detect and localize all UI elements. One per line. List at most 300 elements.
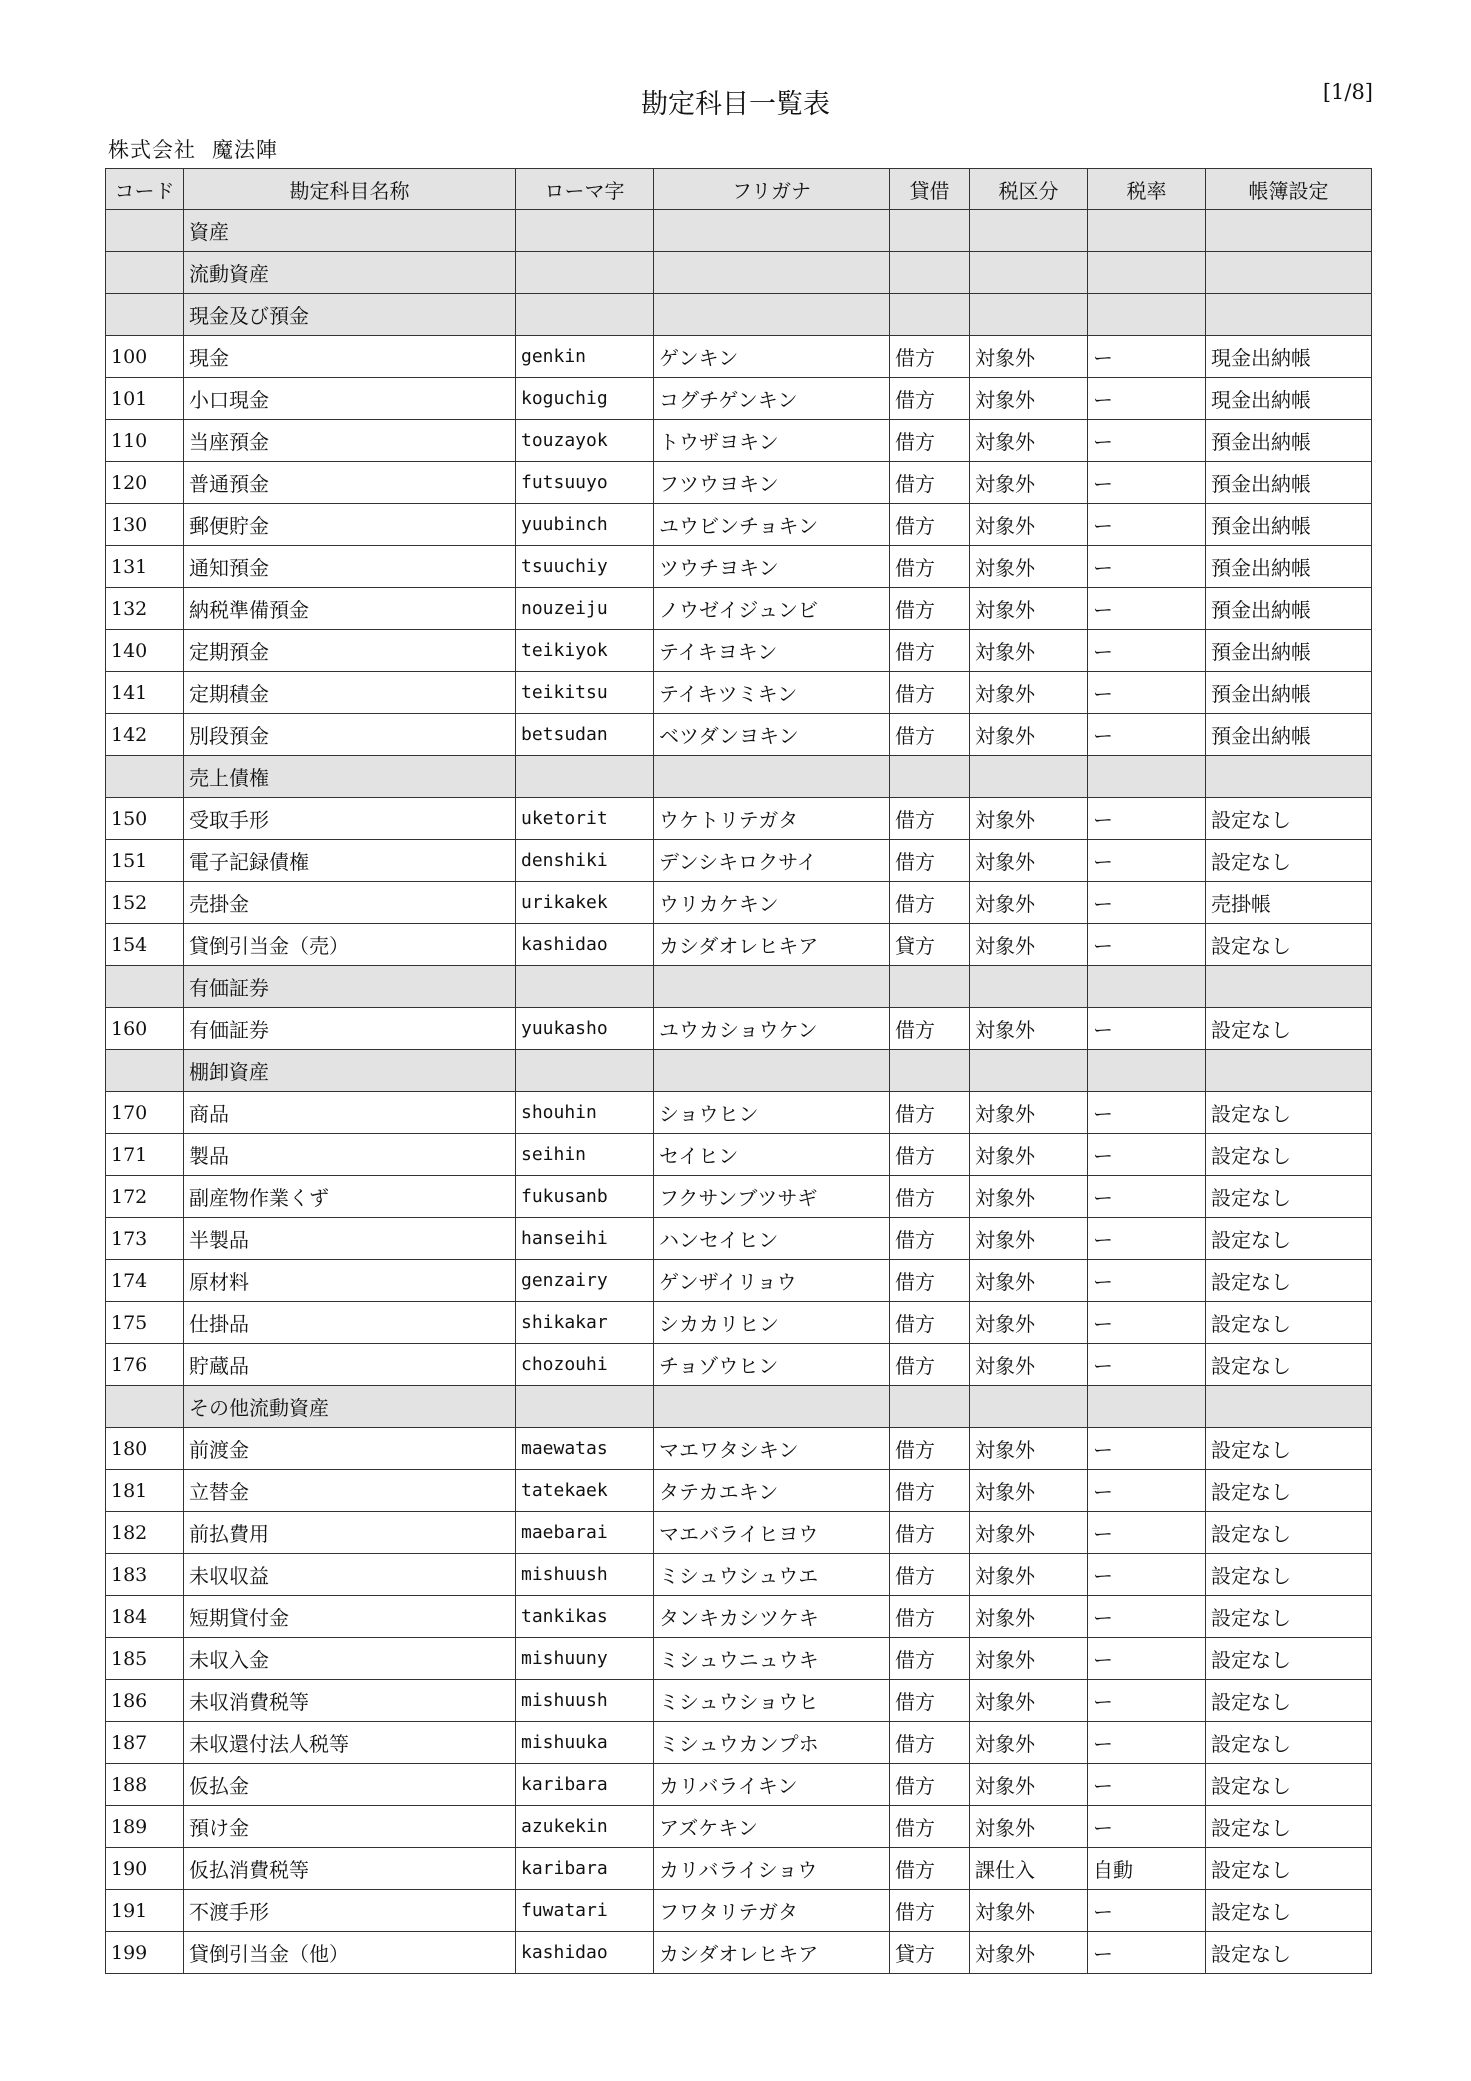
debit-credit-cell: 借方	[890, 1596, 970, 1638]
account-roma-cell: hanseihi	[516, 1218, 654, 1260]
account-roma-cell	[516, 966, 654, 1008]
account-name-cell: 有価証券	[184, 1008, 516, 1050]
tax-category-cell: 対象外	[970, 504, 1088, 546]
account-code-cell: 101	[106, 378, 184, 420]
ledger-setting-cell: 設定なし	[1206, 1932, 1372, 1974]
ledger-setting-cell: 設定なし	[1206, 1008, 1372, 1050]
account-roma-cell	[516, 210, 654, 252]
table-row	[106, 1848, 1372, 1890]
tax-category-cell: 対象外	[970, 336, 1088, 378]
account-kana-cell: ミシュウシュウエ	[654, 1554, 890, 1596]
account-name-cell: 預け金	[184, 1806, 516, 1848]
account-code-cell	[106, 1386, 184, 1428]
debit-credit-cell: 借方	[890, 504, 970, 546]
ledger-setting-cell: 設定なし	[1206, 1512, 1372, 1554]
debit-credit-cell: 借方	[890, 1890, 970, 1932]
ledger-setting-cell: 設定なし	[1206, 1680, 1372, 1722]
debit-credit-cell: 借方	[890, 462, 970, 504]
tax-category-cell: 対象外	[970, 1176, 1088, 1218]
debit-credit-cell: 借方	[890, 1008, 970, 1050]
account-roma-cell: genzairy	[516, 1260, 654, 1302]
account-name-cell: 短期貸付金	[184, 1596, 516, 1638]
tax-rate-cell: ー	[1088, 630, 1206, 672]
account-kana-cell: マエバライヒヨウ	[654, 1512, 890, 1554]
table-row	[106, 924, 1372, 966]
account-roma-cell: chozouhi	[516, 1344, 654, 1386]
debit-credit-cell: 借方	[890, 840, 970, 882]
ledger-setting-cell: 設定なし	[1206, 1302, 1372, 1344]
account-roma-cell: yuukasho	[516, 1008, 654, 1050]
table-row	[106, 882, 1372, 924]
table-row	[106, 1218, 1372, 1260]
table-row	[106, 1092, 1372, 1134]
col-header-roma: ローマ字	[516, 169, 654, 210]
debit-credit-cell	[890, 756, 970, 798]
table-row	[106, 378, 1372, 420]
account-roma-cell: betsudan	[516, 714, 654, 756]
account-code-cell: 152	[106, 882, 184, 924]
table-row	[106, 1470, 1372, 1512]
account-code-cell: 173	[106, 1218, 184, 1260]
table-row	[106, 1932, 1372, 1974]
tax-category-cell	[970, 966, 1088, 1008]
account-code-cell: 189	[106, 1806, 184, 1848]
company-name	[108, 134, 278, 164]
account-name-cell: 仮払消費税等	[184, 1848, 516, 1890]
account-kana-cell	[654, 1050, 890, 1092]
table-row	[106, 1302, 1372, 1344]
table-row	[106, 672, 1372, 714]
debit-credit-cell: 借方	[890, 420, 970, 462]
ledger-setting-cell	[1206, 294, 1372, 336]
ledger-setting-cell: 設定なし	[1206, 1344, 1372, 1386]
account-kana-cell: チョゾウヒン	[654, 1344, 890, 1386]
table-row	[106, 1008, 1372, 1050]
tax-rate-cell: ー	[1088, 1596, 1206, 1638]
tax-rate-cell: ー	[1088, 1176, 1206, 1218]
ledger-setting-cell: 売掛帳	[1206, 882, 1372, 924]
account-name-cell: 製品	[184, 1134, 516, 1176]
tax-rate-cell: ー	[1088, 1092, 1206, 1134]
account-name-cell: 有価証券	[184, 966, 516, 1008]
tax-rate-cell	[1088, 966, 1206, 1008]
tax-category-cell: 対象外	[970, 1092, 1088, 1134]
account-code-cell: 183	[106, 1554, 184, 1596]
tax-category-cell: 対象外	[970, 1932, 1088, 1974]
tax-category-cell	[970, 756, 1088, 798]
tax-category-cell: 対象外	[970, 1554, 1088, 1596]
tax-category-cell: 対象外	[970, 1512, 1088, 1554]
account-roma-cell: karibara	[516, 1848, 654, 1890]
tax-rate-cell: ー	[1088, 882, 1206, 924]
account-code-cell: 180	[106, 1428, 184, 1470]
table-row	[106, 1890, 1372, 1932]
tax-category-cell: 対象外	[970, 1806, 1088, 1848]
company-label: 魔法陣	[212, 138, 278, 162]
account-kana-cell: ミシュウショウヒ	[654, 1680, 890, 1722]
tax-category-cell: 対象外	[970, 1470, 1088, 1512]
account-roma-cell: fuwatari	[516, 1890, 654, 1932]
debit-credit-cell	[890, 294, 970, 336]
account-name-cell: 半製品	[184, 1218, 516, 1260]
account-name-cell: 別段預金	[184, 714, 516, 756]
table-row	[106, 336, 1372, 378]
account-kana-cell: カシダオレヒキア	[654, 924, 890, 966]
tax-category-cell	[970, 1386, 1088, 1428]
table-row	[106, 1554, 1372, 1596]
account-roma-cell: fukusanb	[516, 1176, 654, 1218]
account-code-cell: 110	[106, 420, 184, 462]
tax-category-cell: 対象外	[970, 1680, 1088, 1722]
ledger-setting-cell: 預金出納帳	[1206, 546, 1372, 588]
debit-credit-cell: 借方	[890, 1092, 970, 1134]
account-name-cell: 未収消費税等	[184, 1680, 516, 1722]
tax-rate-cell: ー	[1088, 1260, 1206, 1302]
account-code-cell: 188	[106, 1764, 184, 1806]
ledger-setting-cell: 設定なし	[1206, 1134, 1372, 1176]
account-kana-cell	[654, 210, 890, 252]
debit-credit-cell: 借方	[890, 1512, 970, 1554]
debit-credit-cell: 借方	[890, 798, 970, 840]
tax-rate-cell: ー	[1088, 1806, 1206, 1848]
account-kana-cell: セイヒン	[654, 1134, 890, 1176]
group-row	[106, 1386, 1372, 1428]
account-kana-cell: トウザヨキン	[654, 420, 890, 462]
tax-rate-cell: ー	[1088, 840, 1206, 882]
debit-credit-cell: 借方	[890, 1344, 970, 1386]
debit-credit-cell	[890, 252, 970, 294]
account-code-cell: 151	[106, 840, 184, 882]
account-name-cell: 不渡手形	[184, 1890, 516, 1932]
col-header-kana: フリガナ	[654, 169, 890, 210]
account-kana-cell: ゲンキン	[654, 336, 890, 378]
tax-rate-cell: ー	[1088, 1428, 1206, 1470]
account-kana-cell: カシダオレヒキア	[654, 1932, 890, 1974]
account-roma-cell: shouhin	[516, 1092, 654, 1134]
ledger-setting-cell: 現金出納帳	[1206, 336, 1372, 378]
account-kana-cell: テイキヨキン	[654, 630, 890, 672]
tax-category-cell: 対象外	[970, 924, 1088, 966]
account-kana-cell: マエワタシキン	[654, 1428, 890, 1470]
account-name-cell: 定期積金	[184, 672, 516, 714]
account-roma-cell: kashidao	[516, 1932, 654, 1974]
debit-credit-cell: 借方	[890, 1680, 970, 1722]
account-roma-cell: seihin	[516, 1134, 654, 1176]
account-roma-cell	[516, 756, 654, 798]
tax-rate-cell: ー	[1088, 1218, 1206, 1260]
account-code-cell: 181	[106, 1470, 184, 1512]
account-code-cell: 140	[106, 630, 184, 672]
tax-rate-cell: ー	[1088, 1764, 1206, 1806]
tax-rate-cell: ー	[1088, 462, 1206, 504]
tax-rate-cell: ー	[1088, 336, 1206, 378]
ledger-setting-cell	[1206, 252, 1372, 294]
table-row	[106, 1764, 1372, 1806]
account-kana-cell: テイキツミキン	[654, 672, 890, 714]
col-header-side: 貸借	[890, 169, 970, 210]
group-row	[106, 1050, 1372, 1092]
group-row	[106, 294, 1372, 336]
table-row	[106, 420, 1372, 462]
account-kana-cell: ウケトリテガタ	[654, 798, 890, 840]
account-code-cell: 172	[106, 1176, 184, 1218]
account-name-cell: 貯蔵品	[184, 1344, 516, 1386]
table-row	[106, 504, 1372, 546]
account-roma-cell: kashidao	[516, 924, 654, 966]
table-body	[106, 210, 1372, 1974]
tax-rate-cell: ー	[1088, 588, 1206, 630]
tax-rate-cell: ー	[1088, 1722, 1206, 1764]
account-code-cell: 100	[106, 336, 184, 378]
account-code-cell	[106, 756, 184, 798]
tax-rate-cell: ー	[1088, 1512, 1206, 1554]
account-code-cell	[106, 294, 184, 336]
tax-rate-cell: ー	[1088, 1554, 1206, 1596]
account-kana-cell	[654, 966, 890, 1008]
account-name-cell: 副産物作業くず	[184, 1176, 516, 1218]
ledger-setting-cell: 設定なし	[1206, 1764, 1372, 1806]
account-code-cell: 185	[106, 1638, 184, 1680]
ledger-setting-cell: 設定なし	[1206, 798, 1372, 840]
ledger-setting-cell: 設定なし	[1206, 1092, 1372, 1134]
debit-credit-cell: 借方	[890, 1176, 970, 1218]
tax-rate-cell: ー	[1088, 378, 1206, 420]
account-roma-cell: urikakek	[516, 882, 654, 924]
account-code-cell: 154	[106, 924, 184, 966]
tax-category-cell: 対象外	[970, 630, 1088, 672]
tax-category-cell: 対象外	[970, 1218, 1088, 1260]
tax-rate-cell: ー	[1088, 1344, 1206, 1386]
account-code-cell: 160	[106, 1008, 184, 1050]
col-header-name: 勘定科目名称	[184, 169, 516, 210]
account-kana-cell: カリバライキン	[654, 1764, 890, 1806]
account-kana-cell: ミシュウニュウキ	[654, 1638, 890, 1680]
table-row	[106, 840, 1372, 882]
account-kana-cell	[654, 1386, 890, 1428]
tax-rate-cell: ー	[1088, 714, 1206, 756]
tax-category-cell	[970, 210, 1088, 252]
ledger-setting-cell	[1206, 1386, 1372, 1428]
tax-rate-cell: ー	[1088, 1008, 1206, 1050]
tax-category-cell: 対象外	[970, 1134, 1088, 1176]
tax-rate-cell: ー	[1088, 1680, 1206, 1722]
account-roma-cell: koguchig	[516, 378, 654, 420]
table-row	[106, 1680, 1372, 1722]
account-kana-cell: ウリカケキン	[654, 882, 890, 924]
account-roma-cell: maebarai	[516, 1512, 654, 1554]
ledger-setting-cell: 設定なし	[1206, 1722, 1372, 1764]
account-kana-cell: アズケキン	[654, 1806, 890, 1848]
account-kana-cell: フツウヨキン	[654, 462, 890, 504]
ledger-setting-cell: 預金出納帳	[1206, 420, 1372, 462]
col-header-code: コード	[106, 169, 184, 210]
account-name-cell: 当座預金	[184, 420, 516, 462]
debit-credit-cell: 借方	[890, 1806, 970, 1848]
debit-credit-cell: 借方	[890, 672, 970, 714]
table-row	[106, 1134, 1372, 1176]
ledger-setting-cell	[1206, 756, 1372, 798]
tax-category-cell: 対象外	[970, 378, 1088, 420]
table-row	[106, 1344, 1372, 1386]
ledger-setting-cell: 預金出納帳	[1206, 462, 1372, 504]
tax-rate-cell	[1088, 252, 1206, 294]
tax-rate-cell: ー	[1088, 420, 1206, 462]
account-code-cell: 132	[106, 588, 184, 630]
account-code-cell	[106, 1050, 184, 1092]
tax-rate-cell: ー	[1088, 1302, 1206, 1344]
table-row	[106, 546, 1372, 588]
debit-credit-cell	[890, 210, 970, 252]
account-name-cell: 郵便貯金	[184, 504, 516, 546]
tax-category-cell: 対象外	[970, 714, 1088, 756]
account-name-cell: 立替金	[184, 1470, 516, 1512]
tax-rate-cell	[1088, 210, 1206, 252]
account-name-cell: 通知預金	[184, 546, 516, 588]
table-row	[106, 1596, 1372, 1638]
account-name-cell: 未収収益	[184, 1554, 516, 1596]
account-roma-cell	[516, 294, 654, 336]
account-kana-cell: カリバライショウ	[654, 1848, 890, 1890]
account-name-cell: その他流動資産	[184, 1386, 516, 1428]
account-roma-cell: shikakar	[516, 1302, 654, 1344]
account-kana-cell: ツウチヨキン	[654, 546, 890, 588]
col-header-rate: 税率	[1088, 169, 1206, 210]
account-name-cell: 納税準備預金	[184, 588, 516, 630]
account-roma-cell: tatekaek	[516, 1470, 654, 1512]
account-name-cell: 定期預金	[184, 630, 516, 672]
ledger-setting-cell: 預金出納帳	[1206, 714, 1372, 756]
group-row	[106, 252, 1372, 294]
company-type: 株式会社	[108, 138, 196, 162]
account-kana-cell: ユウビンチョキン	[654, 504, 890, 546]
table-row	[106, 1512, 1372, 1554]
debit-credit-cell: 借方	[890, 630, 970, 672]
tax-rate-cell: ー	[1088, 1134, 1206, 1176]
tax-rate-cell: ー	[1088, 1638, 1206, 1680]
col-header-book: 帳簿設定	[1206, 169, 1372, 210]
tax-rate-cell: ー	[1088, 546, 1206, 588]
account-roma-cell: mishuush	[516, 1554, 654, 1596]
ledger-setting-cell	[1206, 966, 1372, 1008]
account-roma-cell	[516, 1050, 654, 1092]
tax-rate-cell	[1088, 1050, 1206, 1092]
account-code-cell: 171	[106, 1134, 184, 1176]
col-header-tax: 税区分	[970, 169, 1088, 210]
account-kana-cell	[654, 756, 890, 798]
account-code-cell: 176	[106, 1344, 184, 1386]
account-roma-cell: tsuuchiy	[516, 546, 654, 588]
ledger-setting-cell: 設定なし	[1206, 1596, 1372, 1638]
debit-credit-cell: 借方	[890, 336, 970, 378]
account-roma-cell: teikitsu	[516, 672, 654, 714]
tax-rate-cell	[1088, 1386, 1206, 1428]
ledger-setting-cell: 設定なし	[1206, 1554, 1372, 1596]
account-roma-cell: karibara	[516, 1764, 654, 1806]
ledger-setting-cell: 設定なし	[1206, 1806, 1372, 1848]
account-kana-cell: フクサンブツサギ	[654, 1176, 890, 1218]
debit-credit-cell: 借方	[890, 378, 970, 420]
account-code-cell: 120	[106, 462, 184, 504]
tax-category-cell	[970, 252, 1088, 294]
account-roma-cell	[516, 252, 654, 294]
table-row	[106, 1806, 1372, 1848]
account-name-cell: 現金	[184, 336, 516, 378]
account-code-cell: 130	[106, 504, 184, 546]
account-name-cell: 小口現金	[184, 378, 516, 420]
account-code-cell: 142	[106, 714, 184, 756]
ledger-setting-cell: 預金出納帳	[1206, 588, 1372, 630]
debit-credit-cell: 借方	[890, 1260, 970, 1302]
account-roma-cell: azukekin	[516, 1806, 654, 1848]
account-kana-cell: ユウカショウケン	[654, 1008, 890, 1050]
tax-category-cell: 対象外	[970, 1890, 1088, 1932]
account-name-cell: 貸倒引当金（売）	[184, 924, 516, 966]
tax-rate-cell	[1088, 756, 1206, 798]
ledger-setting-cell: 設定なし	[1206, 1176, 1372, 1218]
account-kana-cell: タンキカシツケキ	[654, 1596, 890, 1638]
debit-credit-cell: 借方	[890, 1302, 970, 1344]
debit-credit-cell: 借方	[890, 1638, 970, 1680]
ledger-setting-cell	[1206, 210, 1372, 252]
account-code-cell: 175	[106, 1302, 184, 1344]
table-row	[106, 714, 1372, 756]
ledger-setting-cell: 設定なし	[1206, 1848, 1372, 1890]
debit-credit-cell: 借方	[890, 1428, 970, 1470]
tax-category-cell: 対象外	[970, 1764, 1088, 1806]
debit-credit-cell	[890, 1386, 970, 1428]
account-name-cell: 前払費用	[184, 1512, 516, 1554]
account-name-cell: 売上債権	[184, 756, 516, 798]
debit-credit-cell: 借方	[890, 1764, 970, 1806]
account-code-cell	[106, 966, 184, 1008]
tax-rate-cell: ー	[1088, 1932, 1206, 1974]
tax-category-cell: 対象外	[970, 1722, 1088, 1764]
tax-category-cell: 対象外	[970, 1008, 1088, 1050]
ledger-setting-cell: 設定なし	[1206, 1638, 1372, 1680]
account-roma-cell: mishuuka	[516, 1722, 654, 1764]
account-kana-cell	[654, 252, 890, 294]
tax-category-cell: 対象外	[970, 840, 1088, 882]
ledger-setting-cell: 預金出納帳	[1206, 672, 1372, 714]
account-roma-cell: teikiyok	[516, 630, 654, 672]
tax-rate-cell: ー	[1088, 798, 1206, 840]
debit-credit-cell: 借方	[890, 714, 970, 756]
account-roma-cell: denshiki	[516, 840, 654, 882]
debit-credit-cell: 借方	[890, 588, 970, 630]
debit-credit-cell: 借方	[890, 1470, 970, 1512]
ledger-setting-cell: 預金出納帳	[1206, 504, 1372, 546]
tax-rate-cell: ー	[1088, 924, 1206, 966]
tax-category-cell: 対象外	[970, 1260, 1088, 1302]
tax-category-cell: 対象外	[970, 1428, 1088, 1470]
page-number: [1/8]	[1322, 80, 1373, 104]
table-row	[106, 798, 1372, 840]
account-code-cell: 131	[106, 546, 184, 588]
tax-rate-cell: ー	[1088, 1890, 1206, 1932]
document-title: 勘定科目一覧表	[641, 89, 830, 120]
tax-category-cell: 対象外	[970, 882, 1088, 924]
account-kana-cell: ノウゼイジュンビ	[654, 588, 890, 630]
account-roma-cell	[516, 1386, 654, 1428]
account-table	[105, 168, 1372, 1974]
debit-credit-cell: 借方	[890, 1218, 970, 1260]
account-kana-cell: ハンセイヒン	[654, 1218, 890, 1260]
table-row	[106, 1428, 1372, 1470]
account-name-cell: 棚卸資産	[184, 1050, 516, 1092]
account-code-cell: 186	[106, 1680, 184, 1722]
tax-category-cell: 対象外	[970, 1344, 1088, 1386]
account-roma-cell: nouzeiju	[516, 588, 654, 630]
